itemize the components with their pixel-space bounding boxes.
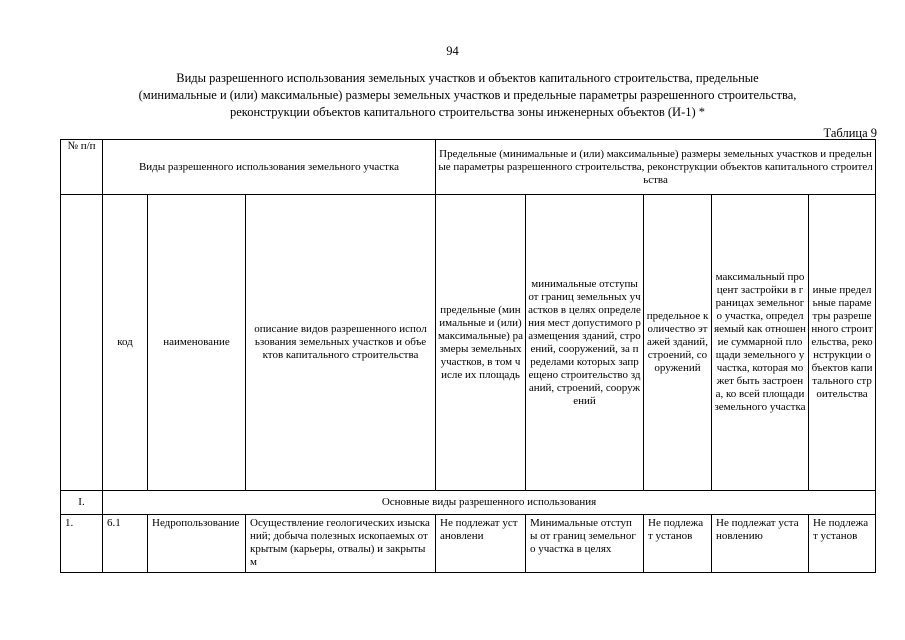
- subheader-coverage: максимальный процент застройки в границах земельного участка, определяемый как отношение суммарной площади земельного участка, которая может быть застроена, ко всей площади земельного участка: [712, 195, 809, 491]
- document-title: [60, 70, 875, 121]
- row-name: Недропользование: [152, 517, 240, 529]
- row-setbacks: Минимальные отступы от границ земельного участка в целях: [530, 517, 636, 555]
- table-subheader-row: [61, 195, 876, 491]
- header-num: № п/п: [61, 140, 103, 195]
- permitted-use-table: [60, 139, 876, 573]
- section-row: [61, 491, 876, 515]
- subheader-code: код: [103, 195, 148, 491]
- title-line-3: реконструкции объектов капитального строительства зоны инженерных объектов (И-1) *: [229, 105, 706, 119]
- table-header-row: [61, 140, 876, 195]
- title-line-2: (минимальные и (или) максимальные) размеры земельных участков и предельные параметры разрешенного строительства,: [138, 88, 797, 102]
- row-coverage: Не подлежат установлению: [716, 517, 799, 542]
- header-uses: Виды разрешенного использования земельного участка: [103, 140, 436, 195]
- subheader-plot-size: предельные (минимальные и (или) максимальные) размеры земельных участков, в том числе их площадь: [436, 195, 526, 491]
- header-limits: Предельные (минимальные и (или) максимальные) размеры земельных участков и предельные параметры разрешенного строительства, реконструкции объектов капитального строительства: [436, 140, 876, 195]
- row-floors: Не подлежат установ: [648, 517, 704, 542]
- section-title: Основные виды разрешенного использования: [103, 491, 876, 515]
- page-number: 94: [446, 44, 459, 58]
- subheader-setbacks: минимальные отступы от границ земельных участков в целях определения мест допустимого размещения зданий, строений, сооружений, за пределами которых запрещено строительство зданий, строений, сооружений: [526, 195, 644, 491]
- table-row: [61, 515, 876, 573]
- row-plot-size: Не подлежат установлени: [440, 517, 518, 542]
- row-other: Не подлежат установ: [813, 517, 869, 542]
- subheader-other: иные предельные параметры разрешенного строительства, реконструкции объектов капитального строительства: [809, 195, 876, 491]
- subheader-floors: предельное количество этажей зданий, строений, сооружений: [644, 195, 712, 491]
- subheader-description: описание видов разрешенного использования земельных участков и объектов капитального строительства: [246, 195, 436, 491]
- row-num: 1.: [65, 517, 74, 529]
- table-label: Таблица 9: [823, 126, 877, 140]
- subheader-name: наименование: [148, 195, 246, 491]
- section-num: I.: [61, 491, 103, 515]
- title-line-1: Виды разрешенного использования земельных участков и объектов капитального строительства, предельные: [176, 71, 759, 85]
- subheader-empty: [61, 195, 103, 491]
- row-description: Осуществление геологических изысканий; добыча полезных ископаемых открытым (карьеры, отвалы) и закрытым: [250, 517, 430, 568]
- row-code: 6.1: [107, 517, 121, 529]
